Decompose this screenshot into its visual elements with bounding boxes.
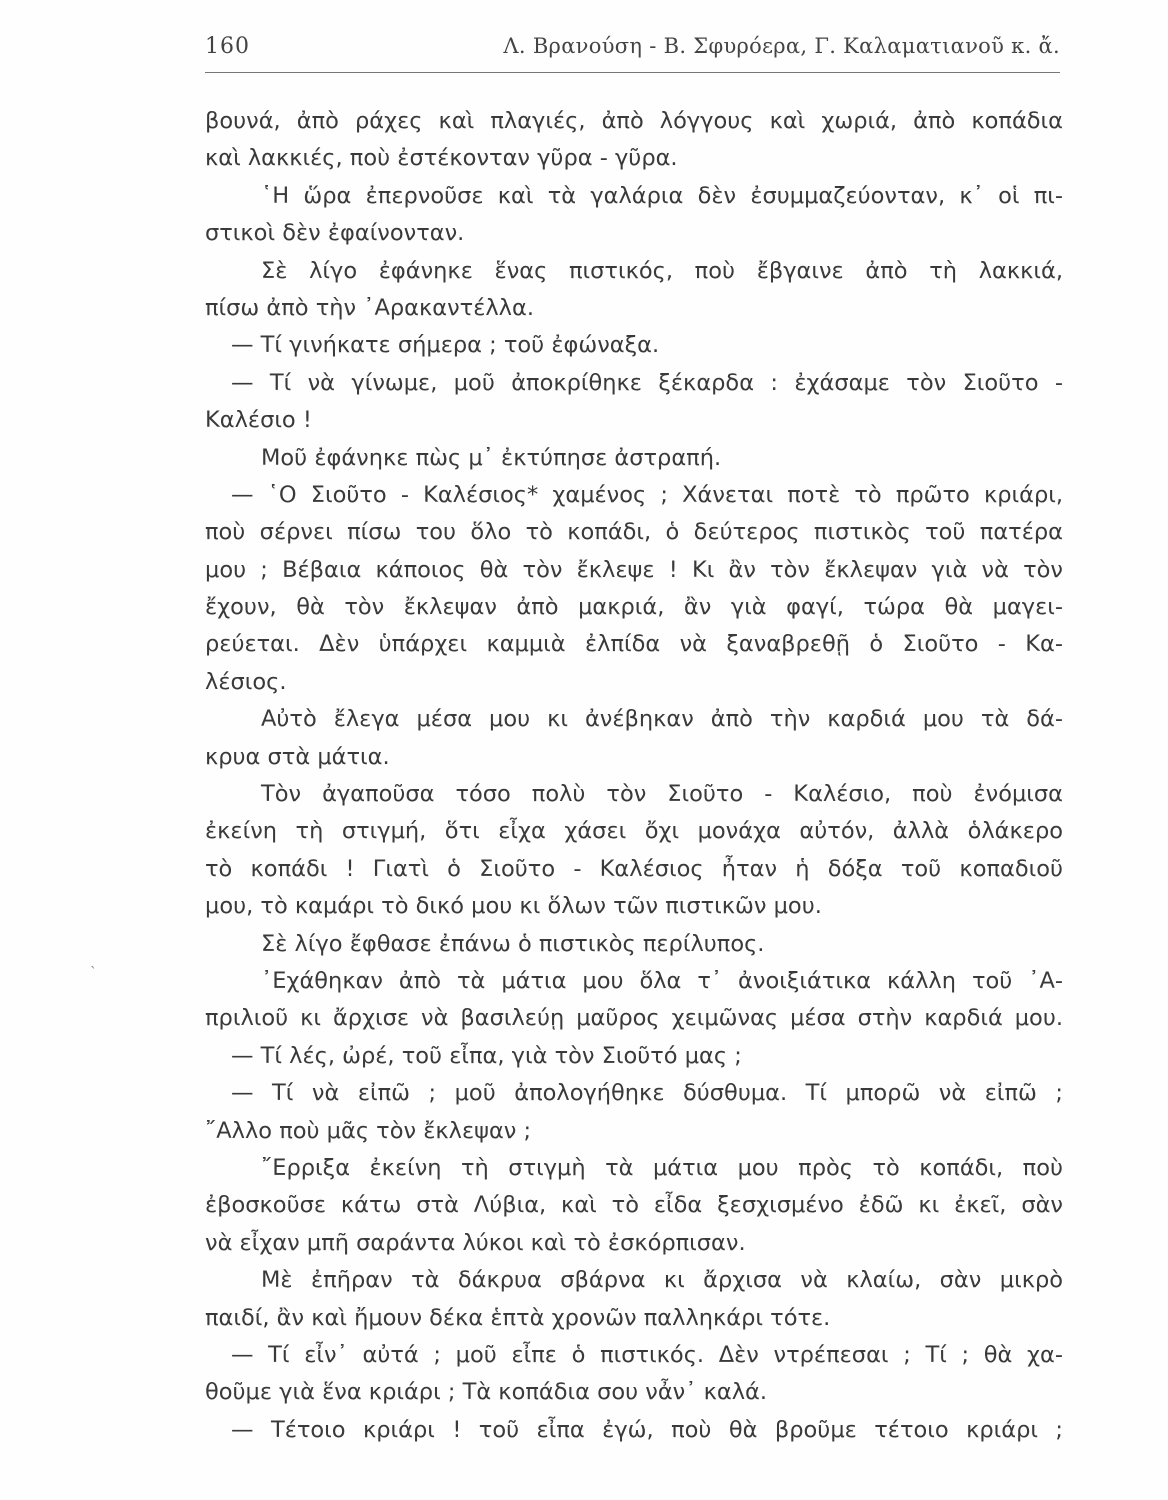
text-line: Μὲ ἐπῆραν τὰ δάκρυα σβάρνα κι ἄρχισα νὰ κλαίω, σὰν μικρὸ (261, 1267, 1063, 1294)
text-line: ῎Αλλο ποὺ μᾶς τὸν ἔκλεψαν ; (205, 1117, 532, 1144)
text-line: ῾Η ὥρα ἐπερνοῦσε καὶ τὰ γαλάρια δὲν ἐσυμμαζεύονταν, κ᾿ οἱ πι- (261, 182, 1063, 209)
text-line: — ῾Ο Σιοῦτο - Καλέσιος* χαμένος ; Χάνεται ποτὲ τὸ πρῶτο κριάρι, (231, 481, 1063, 508)
text-line: τὸ κοπάδι ! Γιατὶ ὁ Σιοῦτο - Καλέσιος ἦταν ἡ δόξα τοῦ κοπαδιοῦ (205, 855, 1063, 882)
text-line: πίσω ἀπὸ τὴν ᾿Αρακαντέλλα. (205, 294, 534, 321)
text-line: — Τί εἶν᾿ αὐτά ; μοῦ εἶπε ὁ πιστικός. Δὲν ντρέπεσαι ; Τί ; θὰ χα- (231, 1341, 1063, 1368)
text-line: ποὺ σέρνει πίσω του ὅλο τὸ κοπάδι, ὁ δεύτερος πιστικὸς τοῦ πατέρα (205, 519, 1063, 546)
text-line: θοῦμε γιὰ ἕνα κριάρι ; Τὰ κοπάδια σου νἆν᾿ καλά. (205, 1379, 768, 1406)
text-line: παιδί, ἂν καὶ ἤμουν δέκα ἑπτὰ χρονῶν παλληκάρι τότε. (205, 1304, 831, 1331)
body-text (205, 103, 1063, 1449)
text-line: — Τί νὰ εἰπῶ ; μοῦ ἀπολογήθηκε δύσθυμα. Τί μπορῶ νὰ εἰπῶ ; (231, 1080, 1063, 1107)
text-line: μου ; Βέβαια κάποιος θὰ τὸν ἔκλεψε ! Κι ἂν τὸν ἔκλεψαν γιὰ νὰ τὸν (205, 556, 1063, 583)
text-line: ἔχουν, θὰ τὸν ἔκλεψαν ἀπὸ μακριά, ἂν γιὰ φαγί, τώρα θὰ μαγει- (205, 594, 1063, 621)
text-line: ῎Ερριξα ἐκείνη τὴ στιγμὴ τὰ μάτια μου πρὸς τὸ κοπάδι, ποὺ (261, 1154, 1063, 1181)
running-head: Λ. Βρανούση - Β. Σφυρόερα, Γ. Καλαματιανοῦ κ. ἄ. (503, 34, 1060, 58)
page-header (205, 34, 1060, 70)
text-line: μου, τὸ καμάρι τὸ δικό μου κι ὅλων τῶν πιστικῶν μου. (205, 893, 822, 920)
text-line: Καλέσιο ! (205, 407, 312, 434)
header-rule (205, 72, 1060, 73)
text-line: Τὸν ἀγαποῦσα τόσο πολὺ τὸν Σιοῦτο - Καλέσιο, ποὺ ἐνόμισα (261, 781, 1063, 808)
text-line: Μοῦ ἐφάνηκε πὼς μ᾿ ἐκτύπησε ἀστραπή. (261, 444, 722, 471)
text-line: βουνά, ἀπὸ ράχες καὶ πλαγιές, ἀπὸ λόγγους καὶ χωριά, ἀπὸ κοπάδια (205, 108, 1063, 134)
text-line: Σὲ λίγο ἐφάνηκε ἕνας πιστικός, ποὺ ἔβγαινε ἀπὸ τὴ λακκιά, (261, 257, 1063, 284)
text-line: πριλιοῦ κι ἄρχισε νὰ βασιλεύῃ μαῦρος χειμῶνας μέσα στὴν καρδιά μου. (205, 1005, 1063, 1032)
text-line: κρυα στὰ μάτια. (205, 743, 390, 770)
text-line: λέσιος. (205, 668, 287, 695)
text-line: — Τί γινήκατε σήμερα ; τοῦ ἐφώναξα. (231, 332, 660, 359)
text-line: — Τί λές, ὠρέ, τοῦ εἶπα, γιὰ τὸν Σιοῦτό μας ; (231, 1042, 742, 1069)
text-line: ἐβοσκοῦσε κάτω στὰ Λύβια, καὶ τὸ εἶδα ξεσχισμένο ἐδῶ κι ἐκεῖ, σὰν (205, 1192, 1063, 1219)
text-line: Αὐτὸ ἔλεγα μέσα μου κι ἀνέβηκαν ἀπὸ τὴν καρδιά μου τὰ δά- (261, 706, 1063, 733)
text-line: νὰ εἶχαν μπῆ σαράντα λύκοι καὶ τὸ ἐσκόρπισαν. (205, 1229, 746, 1256)
text-line: — Τί νὰ γίνωμε, μοῦ ἀποκρίθηκε ξέκαρδα : ἐχάσαμε τὸν Σιοῦτο - (231, 369, 1063, 396)
text-line: Σὲ λίγο ἔφθασε ἐπάνω ὁ πιστικὸς περίλυπος. (261, 930, 765, 957)
text-line: ἐκείνη τὴ στιγμή, ὅτι εἶχα χάσει ὄχι μονάχα αὐτόν, ἀλλὰ ὁλάκερο (205, 818, 1063, 845)
text-line: — Τέτοιο κριάρι ! τοῦ εἶπα ἐγώ, ποὺ θὰ βροῦμε τέτοιο κριάρι ; (231, 1416, 1063, 1443)
text-line: ρεύεται. Δὲν ὑπάρχει καμμιὰ ἐλπίδα νὰ ξαναβρεθῇ ὁ Σιοῦτο - Κα- (205, 631, 1063, 658)
page-number: 160 (205, 34, 250, 59)
text-line: ᾿Εχάθηκαν ἀπὸ τὰ μάτια μου ὅλα τ᾿ ἀνοιξιάτικα κάλλη τοῦ ᾿Α- (261, 967, 1063, 994)
margin-mark: ˋ (90, 965, 97, 981)
text-line: καὶ λακκιές, ποὺ ἐστέκονταν γῦρα - γῦρα. (205, 145, 678, 172)
text-line: στικοὶ δὲν ἐφαίνονταν. (205, 220, 465, 247)
